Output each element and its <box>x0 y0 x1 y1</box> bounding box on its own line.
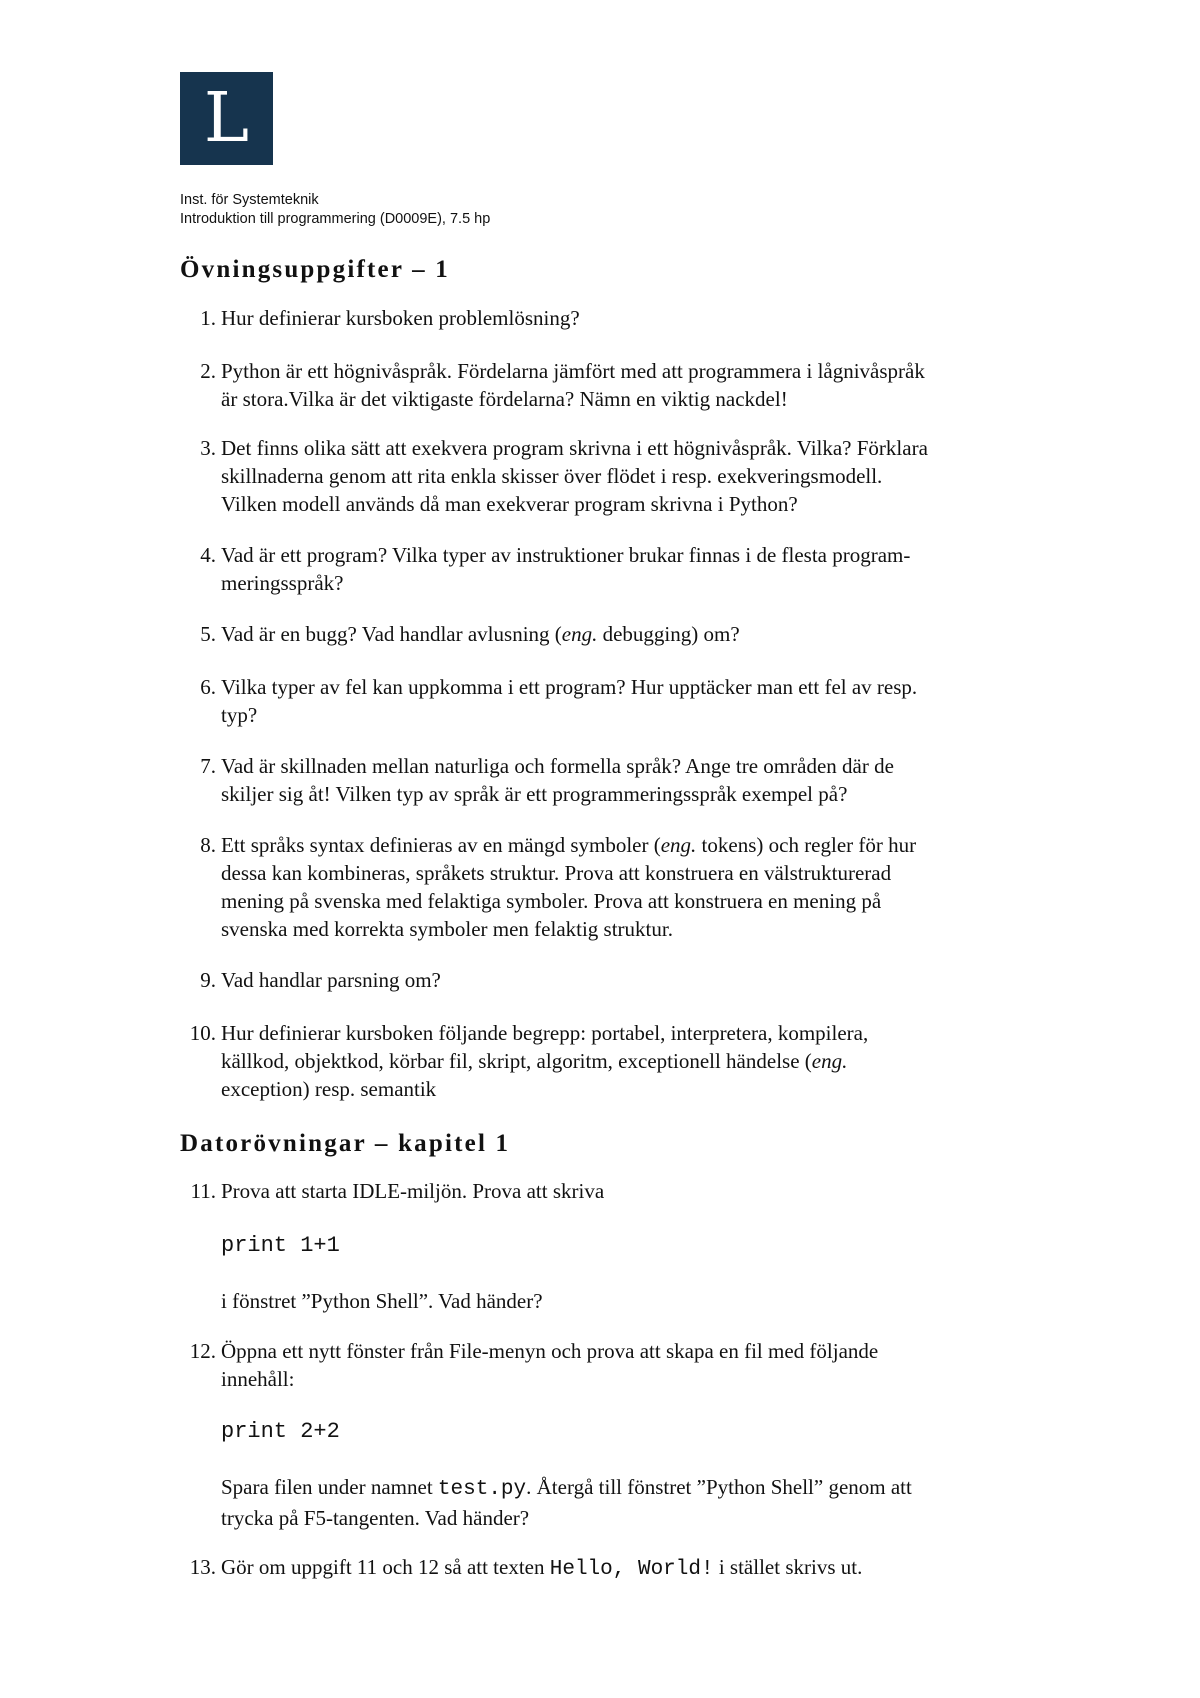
text-run: Vad är en bugg? Vad handlar avlusning ( <box>221 622 562 646</box>
question-line: mening på svenska med felaktiga symboler. Prova att konstruera en mening på <box>221 889 882 913</box>
question-text <box>221 1177 1021 1205</box>
university-logo <box>180 72 273 165</box>
question-text <box>221 304 1021 332</box>
question-paragraph <box>221 1473 1021 1532</box>
question-line: dessa kan kombineras, språkets struktur. Prova att konstruera en välstrukturerad <box>221 861 892 885</box>
text-run: Spara filen under namnet <box>221 1475 438 1499</box>
question-line <box>221 1047 1021 1075</box>
question-text <box>221 1019 1021 1103</box>
section-title-computer-exercises: Datorövningar – kapitel 1 <box>180 1130 511 1157</box>
question-line <box>221 831 1021 859</box>
question-line: Det finns olika sätt att exekvera program skrivna i ett högnivåspråk. Vilka? Förklara <box>221 436 928 460</box>
question-line: Hur definierar kursboken följande begrepp: portabel, interpretera, kompilera, <box>221 1021 869 1045</box>
text-run: Ett språks syntax definieras av en mängd symboler ( <box>221 833 661 857</box>
question-line: är stora.Vilka är det viktigaste fördelarna? Nämn en viktig nackdel! <box>221 387 788 411</box>
question-line: innehåll: <box>221 1367 295 1391</box>
question-line: meringsspråk? <box>221 571 344 595</box>
question-text <box>221 1337 1021 1393</box>
question-number: 1. <box>200 306 216 330</box>
question-number: 6. <box>200 675 216 699</box>
question-number: 11. <box>190 1179 216 1203</box>
question-text <box>221 620 1021 648</box>
question-line <box>221 1553 1021 1584</box>
question-text <box>221 966 1021 994</box>
text-run: debugging) om? <box>597 622 740 646</box>
question-number: 10. <box>189 1021 216 1045</box>
question-line: trycka på F5-tangenten. Vad händer? <box>221 1506 530 1530</box>
question-text <box>221 673 1021 729</box>
question-line: exception) resp. semantik <box>221 1077 437 1101</box>
question-line: Vad handlar parsning om? <box>221 968 441 992</box>
question-line: skillnaderna genom att rita enkla skisser över flödet i resp. exekveringsmodell. <box>221 464 883 488</box>
code-block: print 2+2 <box>221 1419 340 1444</box>
department-name: Inst. för Systemteknik <box>180 192 319 208</box>
code-inline: Hello, World! <box>549 1558 714 1581</box>
document-header <box>180 191 880 229</box>
question-number: 13. <box>189 1555 216 1579</box>
italic-abbrev: eng. <box>811 1049 848 1073</box>
question-text <box>221 1553 1021 1584</box>
question-line: Prova att starta IDLE-miljön. Prova att skriva <box>221 1179 605 1203</box>
question-text <box>221 434 1021 518</box>
question-text <box>221 541 1021 597</box>
question-text <box>221 831 1021 943</box>
question-number: 7. <box>200 754 216 778</box>
section-title-exercises: Övningsuppgifter – 1 <box>180 256 450 283</box>
text-run: Gör om uppgift 11 och 12 så att texten <box>221 1555 550 1579</box>
question-text <box>221 357 1021 413</box>
file-name: test.py <box>437 1478 527 1501</box>
italic-abbrev: eng. <box>660 833 697 857</box>
question-number: 3. <box>200 436 216 460</box>
question-number: 2. <box>200 359 216 383</box>
question-line: skiljer sig åt! Vilken typ av språk är ett programmeringsspråk exempel på? <box>221 782 848 806</box>
question-line: Vilka typer av fel kan uppkomma i ett program? Hur upptäcker man ett fel av resp. <box>221 675 918 699</box>
question-number: 5. <box>200 622 216 646</box>
logo-letter: L <box>203 79 250 158</box>
question-number: 4. <box>200 543 216 567</box>
question-line: Python är ett högnivåspråk. Fördelarna jämfört med att programmera i lågnivåspråk <box>221 359 925 383</box>
question-text <box>221 752 1021 808</box>
question-line: Öppna ett nytt fönster från File-menyn och prova att skapa en fil med följande <box>221 1339 879 1363</box>
code-block: print 1+1 <box>221 1233 340 1258</box>
question-line <box>221 1473 1021 1504</box>
text-run: källkod, objektkod, körbar fil, skript, algoritm, exceptionell händelse ( <box>221 1049 812 1073</box>
question-number: 8. <box>200 833 216 857</box>
question-number: 12. <box>189 1339 216 1363</box>
question-line <box>221 620 1021 648</box>
question-line: Vad är ett program? Vilka typer av instruktioner brukar finnas i de flesta program- <box>221 543 911 567</box>
question-line: Vilken modell används då man exekverar program skrivna i Python? <box>221 492 798 516</box>
question-line: Vad är skillnaden mellan naturliga och formella språk? Ange tre områden där de <box>221 754 894 778</box>
text-run: . Återgå till fönstret ”Python Shell” genom att <box>526 1475 912 1499</box>
italic-abbrev: eng. <box>561 622 598 646</box>
question-line: svenska med korrekta symboler men felaktig struktur. <box>221 917 673 941</box>
question-line: Hur definierar kursboken problemlösning? <box>221 306 580 330</box>
course-name: Introduktion till programmering (D0009E), 7.5 hp <box>180 211 491 227</box>
text-run: i stället skrivs ut. <box>713 1555 863 1579</box>
question-number: 9. <box>200 968 216 992</box>
question-line: i fönstret ”Python Shell”. Vad händer? <box>221 1289 543 1313</box>
question-line: typ? <box>221 703 258 727</box>
text-run: tokens) och regler för hur <box>696 833 917 857</box>
